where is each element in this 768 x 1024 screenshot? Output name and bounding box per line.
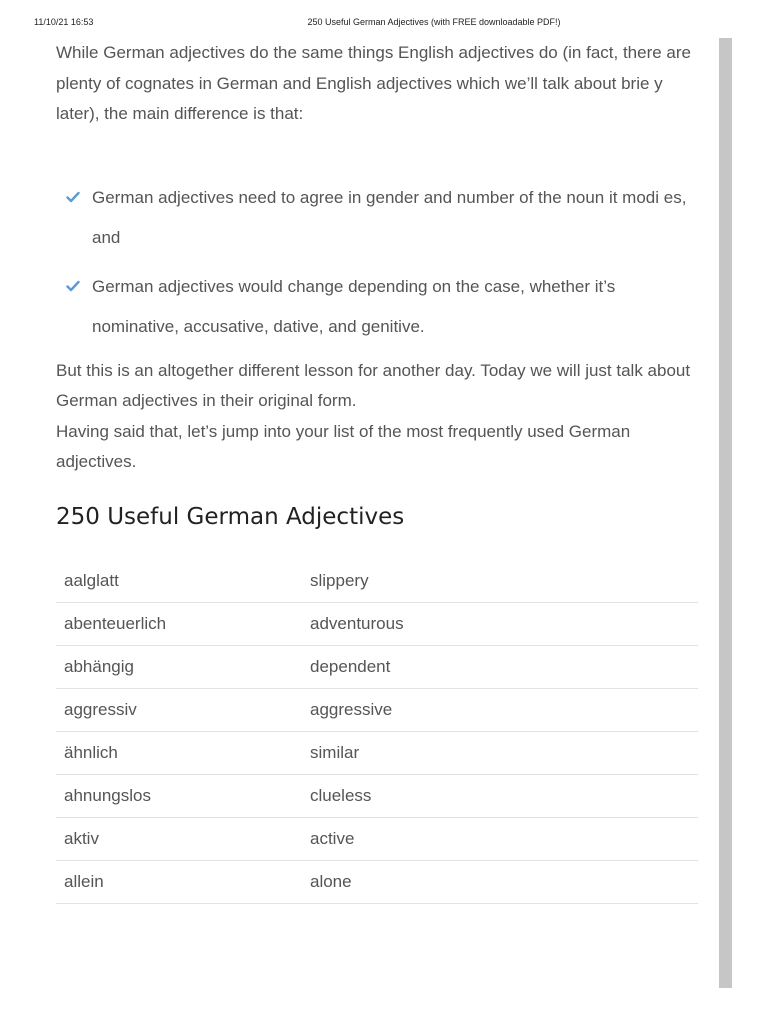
intro-paragraph: While German adjectives do the same things English adjectives do (in fact, there are plenty of cognates in German and English adjectives which we’ll talk about brie y later), the main difference is that: bbox=[56, 43, 691, 123]
table-row bbox=[56, 817, 698, 860]
german-word: allein bbox=[56, 860, 302, 903]
print-datetime: 11/10/21 16:53 bbox=[34, 17, 94, 27]
table-row bbox=[56, 731, 698, 774]
english-translation: aggressive bbox=[302, 688, 698, 731]
german-word: ähnlich bbox=[56, 731, 302, 774]
german-word: aktiv bbox=[56, 817, 302, 860]
article-content bbox=[56, 38, 698, 904]
transition-paragraph: Having said that, let’s jump into your list of the most frequently used German adjectives. bbox=[56, 421, 631, 471]
english-translation: active bbox=[302, 817, 698, 860]
table-row bbox=[56, 560, 698, 603]
english-translation: dependent bbox=[302, 645, 698, 688]
scrollbar[interactable] bbox=[719, 38, 732, 988]
english-translation: similar bbox=[302, 731, 698, 774]
print-page-title: 250 Useful German Adjectives (with FREE downloadable PDF!) bbox=[307, 17, 561, 27]
section-heading: 250 Useful German Adjectives bbox=[56, 503, 405, 530]
table-row bbox=[56, 774, 698, 817]
table-row bbox=[56, 602, 698, 645]
list-item bbox=[56, 178, 698, 258]
adjectives-table bbox=[56, 560, 698, 904]
table-row bbox=[56, 645, 698, 688]
list-item-text: German adjectives need to agree in gender and number of the noun it modi es, and bbox=[92, 187, 687, 247]
german-word: ahnungslos bbox=[56, 774, 302, 817]
english-translation: clueless bbox=[302, 774, 698, 817]
list-item-text: German adjectives would change depending on the case, whether it’s nominative, accusative, dative, and genitive. bbox=[92, 276, 616, 336]
german-word: aalglatt bbox=[56, 560, 302, 603]
lesson-paragraph: But this is an altogether different lesson for another day. Today we will just talk about German adjectives in their original form. bbox=[56, 360, 691, 410]
german-word: abenteuerlich bbox=[56, 602, 302, 645]
english-translation: alone bbox=[302, 860, 698, 903]
german-word: abhängig bbox=[56, 645, 302, 688]
list-item bbox=[56, 267, 698, 347]
english-translation: slippery bbox=[302, 560, 698, 603]
differences-list bbox=[56, 178, 698, 347]
table-row bbox=[56, 688, 698, 731]
print-header bbox=[0, 17, 768, 31]
german-word: aggressiv bbox=[56, 688, 302, 731]
table-row bbox=[56, 860, 698, 903]
english-translation: adventurous bbox=[302, 602, 698, 645]
check-icon bbox=[66, 191, 80, 203]
check-icon bbox=[66, 280, 80, 292]
